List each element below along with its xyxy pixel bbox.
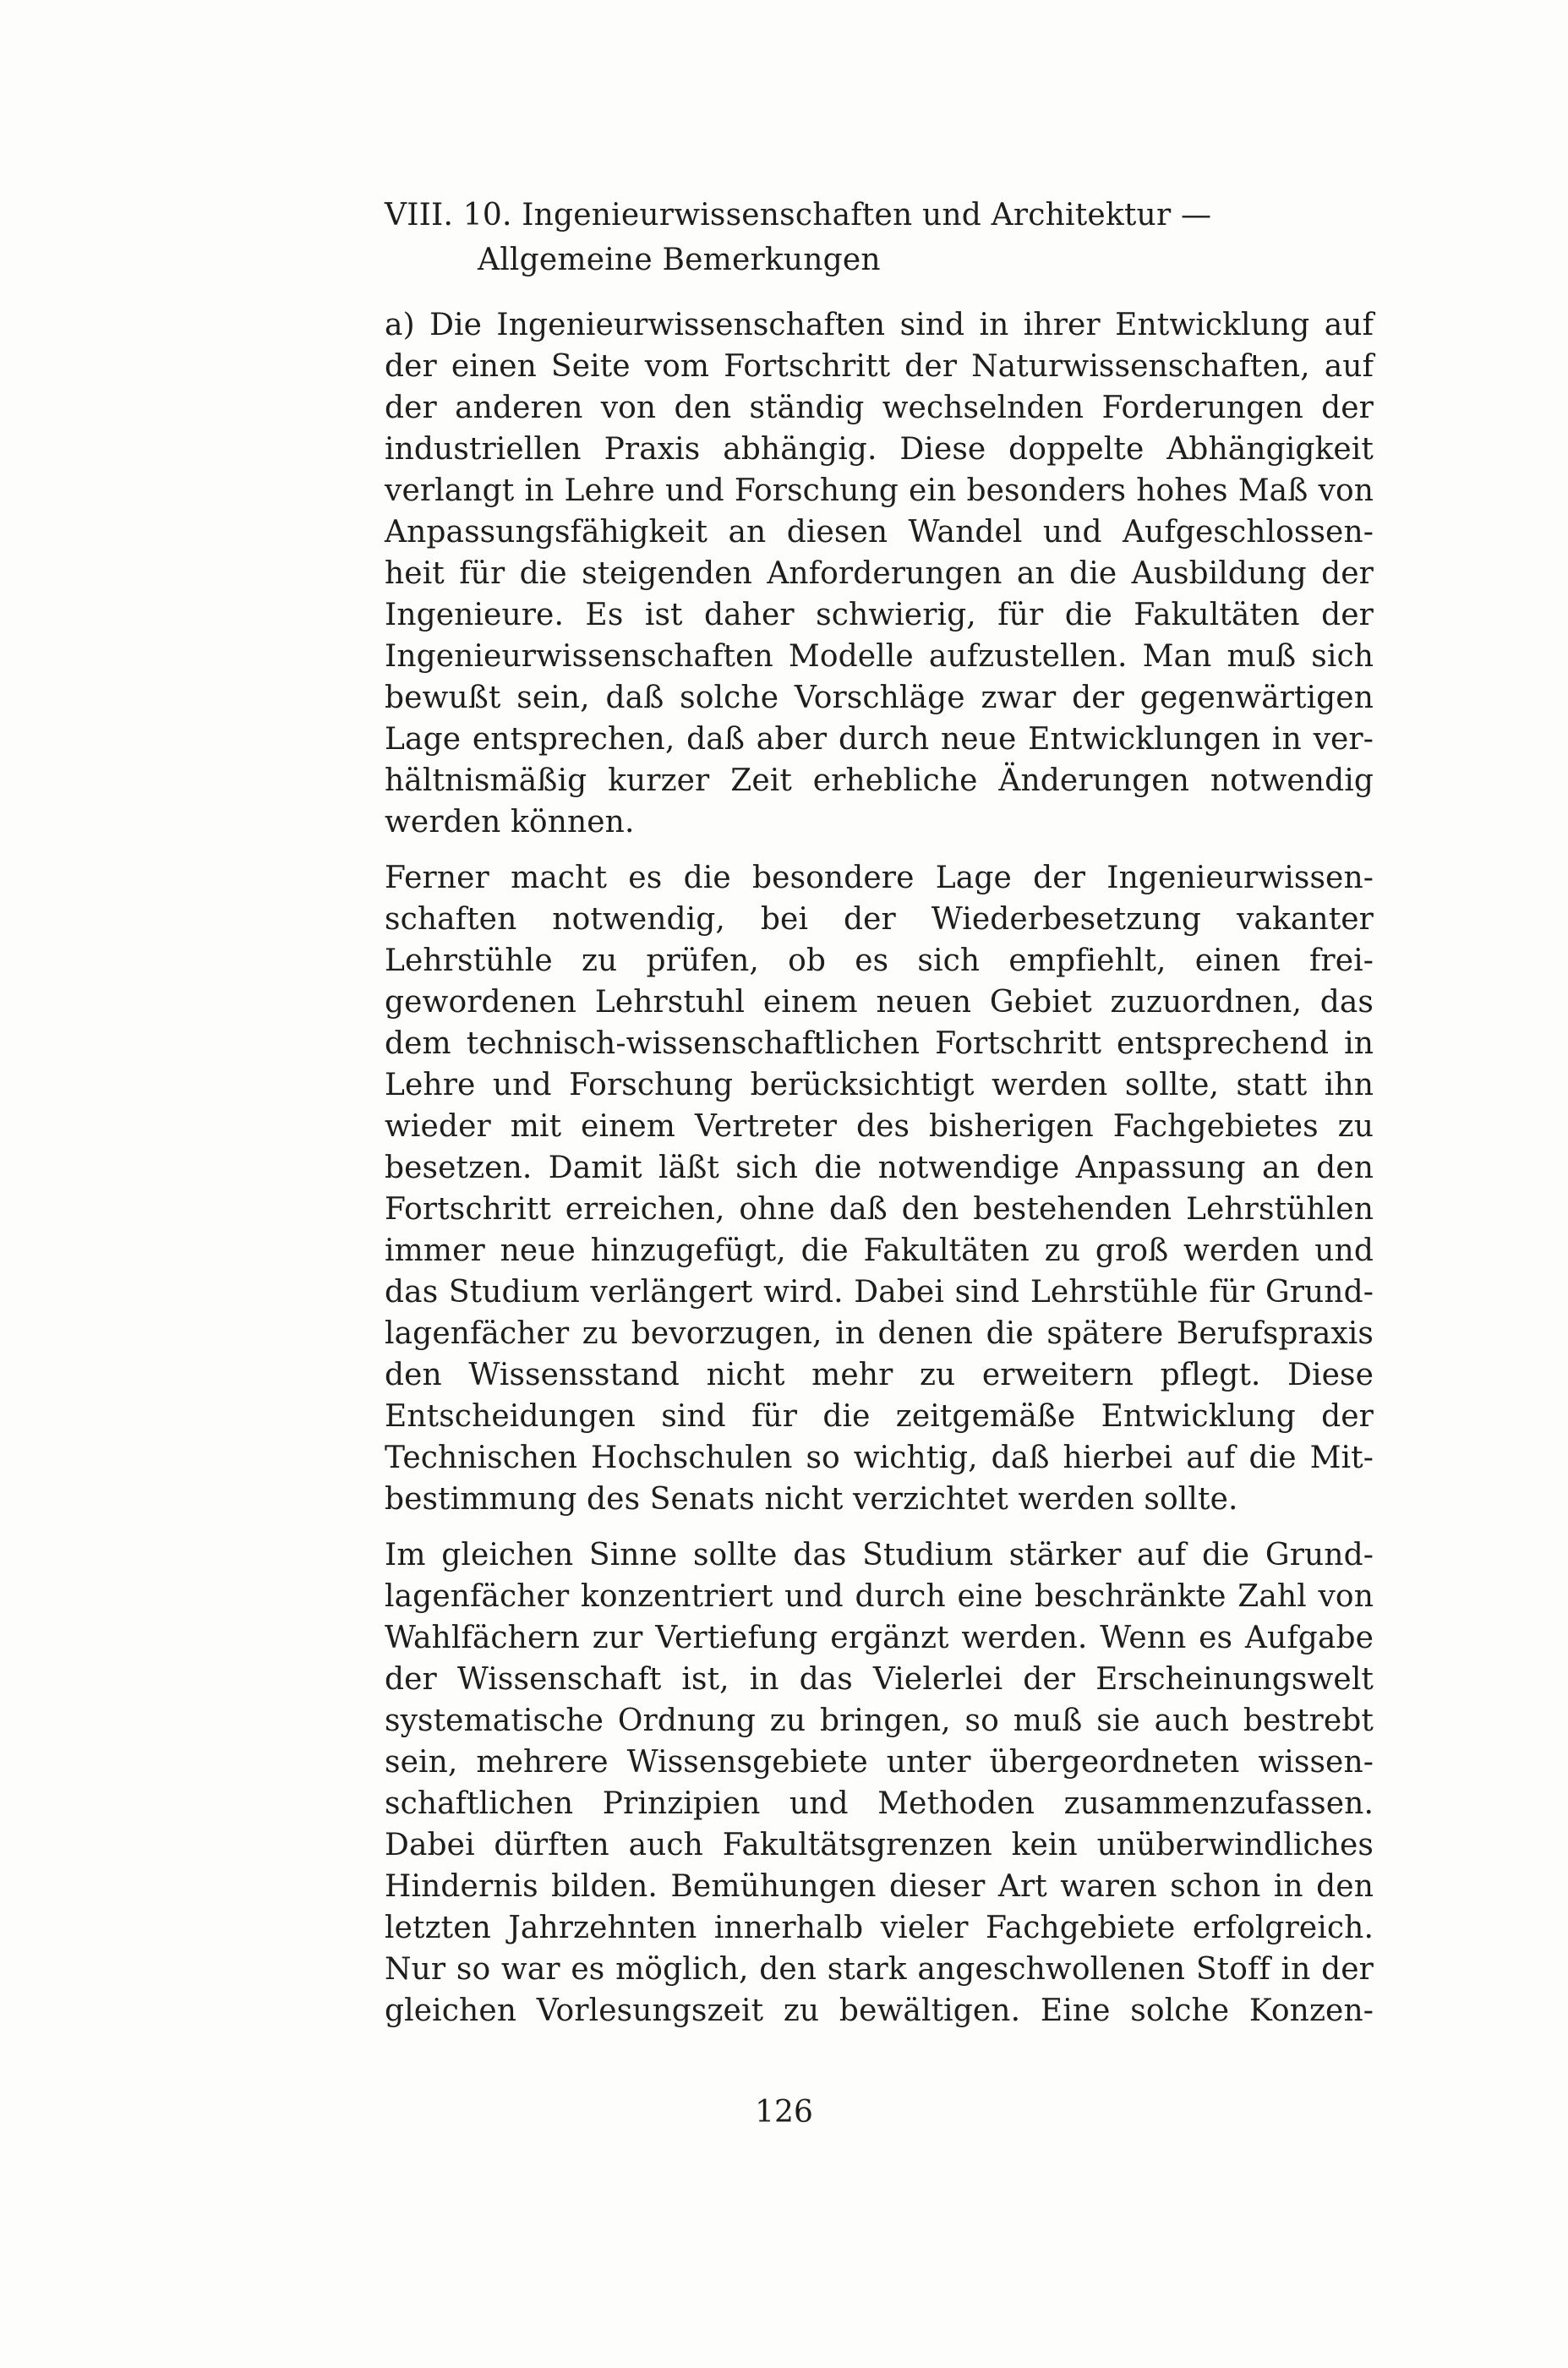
- text-line: letzten Jahrzehnten innerhalb vieler Fachgebiete erfolgreich.: [385, 1911, 1374, 1945]
- text-line: bestimmung des Senats nicht verzichtet werden sollte.: [385, 1482, 1238, 1517]
- paragraph-b: [385, 857, 1374, 1520]
- text-line: immer neue hinzugefügt, die Fakultäten zu groß werden und: [385, 1233, 1374, 1268]
- text-line: Entscheidungen sind für die zeitgemäße Entwicklung der: [385, 1399, 1374, 1434]
- text-line: lagenfächer zu bevorzugen, in denen die spätere Berufspraxis: [385, 1316, 1374, 1351]
- section-heading: [385, 193, 1211, 282]
- text-line: dem technisch-wissenschaftlichen Fortschritt entsprechend in: [385, 1026, 1374, 1061]
- text-line: Lehrstühle zu prüfen, ob es sich empfiehlt, einen frei-: [385, 943, 1374, 978]
- text-line: Wahlfächern zur Vertiefung ergänzt werden. Wenn es Aufgabe: [385, 1621, 1374, 1655]
- text-line: Dabei dürften auch Fakultätsgrenzen kein unüberwindliches: [385, 1828, 1374, 1862]
- text-line: schaftlichen Prinzipien und Methoden zusammenzufassen.: [385, 1786, 1374, 1821]
- text-line: verlangt in Lehre und Forschung ein besonders hohes Maß von: [385, 473, 1374, 508]
- paragraph-a: [385, 304, 1374, 843]
- text-line: Fortschritt erreichen, ohne daß den bestehenden Lehrstühlen: [385, 1192, 1374, 1227]
- text-line: den Wissensstand nicht mehr zu erweitern pflegt. Diese: [385, 1358, 1374, 1392]
- text-line: bewußt sein, daß solche Vorschläge zwar der gegenwärtigen: [385, 681, 1374, 715]
- page-number: 126: [755, 2095, 813, 2130]
- text-line: gleichen Vorlesungszeit zu bewältigen. Eine solche Konzen-: [385, 1993, 1374, 2028]
- text-line: Nur so war es möglich, den stark angeschwollenen Stoff in der: [385, 1952, 1374, 1987]
- text-line: systematische Ordnung zu bringen, so muß sie auch bestrebt: [385, 1704, 1374, 1738]
- text-line: heit für die steigenden Anforderungen an die Ausbildung der: [385, 556, 1374, 591]
- text-line: der Wissenschaft ist, in das Vielerlei der Erscheinungswelt: [385, 1662, 1374, 1697]
- text-line: das Studium verlängert wird. Dabei sind Lehrstühle für Grund-: [385, 1275, 1374, 1310]
- text-line: hältnismäßig kurzer Zeit erhebliche Änderungen notwendig: [385, 763, 1374, 798]
- text-line: Lehre und Forschung berücksichtigt werden sollte, statt ihn: [385, 1068, 1374, 1102]
- text-line: lagenfächer konzentriert und durch eine beschränkte Zahl von: [385, 1579, 1374, 1614]
- text-line: industriellen Praxis abhängig. Diese doppelte Abhängigkeit: [385, 432, 1374, 467]
- text-line: sein, mehrere Wissensgebiete unter übergeordneten wissen-: [385, 1745, 1374, 1780]
- text-line: Ingenieurwissenschaften Modelle aufzustellen. Man muß sich: [385, 639, 1374, 674]
- text-line: Hindernis bilden. Bemühungen dieser Art waren schon in den: [385, 1869, 1374, 1904]
- text-line: besetzen. Damit läßt sich die notwendige Anpassung an den: [385, 1151, 1374, 1185]
- text-line: Technischen Hochschulen so wichtig, daß hierbei auf die Mit-: [385, 1441, 1374, 1475]
- text-line: werden können.: [385, 805, 635, 839]
- text-line: der anderen von den ständig wechselnden Forderungen der: [385, 391, 1374, 425]
- text-line: Anpassungsfähigkeit an diesen Wandel und Aufgeschlossen-: [385, 515, 1374, 550]
- text-line: gewordenen Lehrstuhl einem neuen Gebiet zuzuordnen, das: [385, 985, 1374, 1020]
- text-line: Ingenieure. Es ist daher schwierig, für die Fakultäten der: [385, 598, 1374, 632]
- paragraph-c: [385, 1534, 1374, 2032]
- text-line: a) Die Ingenieurwissenschaften sind in ihrer Entwicklung auf: [385, 308, 1374, 342]
- text-line: wieder mit einem Vertreter des bisherigen Fachgebietes zu: [385, 1109, 1374, 1144]
- text-line: Lage entsprechen, daß aber durch neue Entwicklungen in ver-: [385, 722, 1374, 757]
- text-line: schaften notwendig, bei der Wiederbesetzung vakanter: [385, 902, 1374, 937]
- text-line: Im gleichen Sinne sollte das Studium stärker auf die Grund-: [385, 1538, 1374, 1572]
- text-line: der einen Seite vom Fortschritt der Naturwissenschaften, auf: [385, 349, 1374, 384]
- heading-line-2: Allgemeine Bemerkungen: [478, 243, 881, 277]
- text-line: Ferner macht es die besondere Lage der Ingenieurwissen-: [385, 861, 1374, 895]
- heading-line-1: VIII. 10. Ingenieurwissenschaften und Architektur —: [385, 198, 1212, 232]
